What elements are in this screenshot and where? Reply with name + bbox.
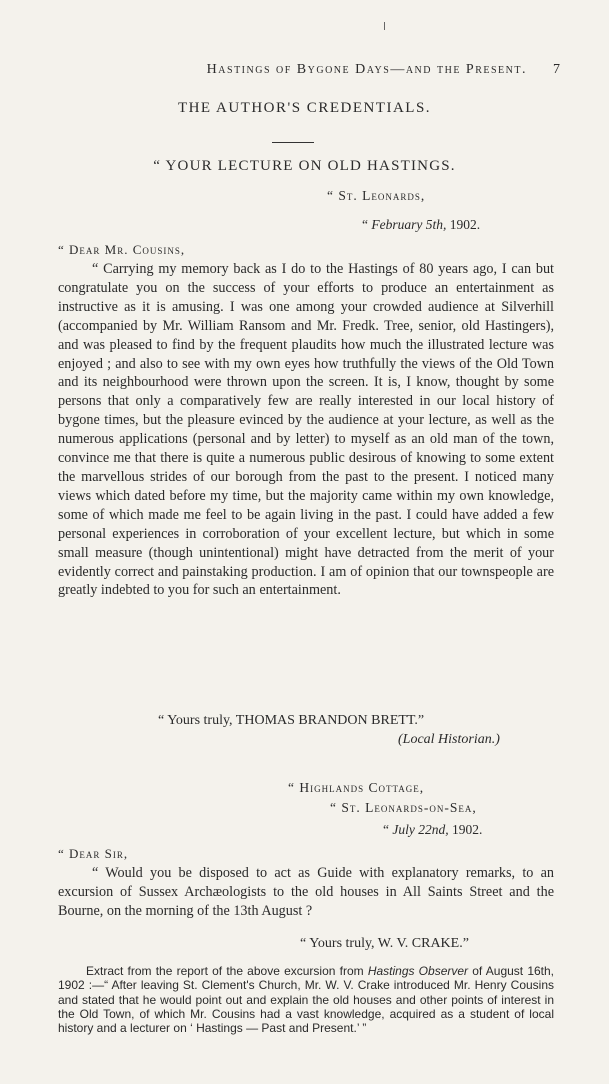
- extract-rest: of August 16th, 1902 :—“ After leaving St. Clement's Church, Mr. W. V. Crake introduced Mr. Henry Cousins and stated that he would point out and explain the old houses and other points of interest in the Old Town, of which Mr. Cousins had a vast knowledge, acquired as a student of local history and a lecturer on ‘ Hastings — Past and Present.’ ”: [58, 964, 555, 1036]
- extract-note: [58, 964, 554, 1035]
- letter2-address-line1: “ Highlands Cottage,: [288, 780, 425, 795]
- letter1-signature-role: (Local Historian.): [398, 732, 500, 747]
- page-number: 7: [553, 62, 560, 77]
- letter1-body: [58, 260, 554, 600]
- extract-intro: Extract from the report of the above excursion from: [86, 964, 368, 978]
- letter1-address: “ St. Leonards,: [327, 188, 426, 203]
- letter2-body: [58, 864, 554, 921]
- section-heading: THE AUTHOR'S CREDENTIALS.: [177, 100, 432, 116]
- running-header: [0, 62, 560, 78]
- letter1-salutation: “ Dear Mr. Cousins,: [58, 242, 186, 257]
- letter2-body-text: “ Would you be disposed to act as Guide with explanatory remarks, to an excursion of Sussex Archæologists to the old houses in All Saints Street and the Bourne, on the morning of the 13th August ?: [58, 865, 554, 919]
- letter2-salutation: “ Dear Sir,: [58, 846, 129, 861]
- letter2-date-year: 1902.: [448, 822, 483, 837]
- letter2-date-italic: July 22nd,: [392, 822, 449, 837]
- letter1-date: [362, 217, 480, 233]
- running-header-title: Hastings of Bygone Days—and the Present.: [206, 62, 527, 77]
- letter2-address-line2: “ St. Leonards-on-Sea,: [330, 800, 477, 815]
- page-mark: [384, 22, 385, 30]
- extract-source: Hastings Observer: [367, 964, 469, 978]
- letter1-date-year: 1902.: [446, 217, 481, 232]
- letter1-date-italic: February 5th,: [371, 217, 447, 232]
- letter1-date-prefix: “: [362, 217, 372, 232]
- divider: [272, 142, 314, 143]
- letter2-date-prefix: “: [383, 822, 393, 837]
- letter1-signature: “ Yours truly, THOMAS BRANDON BRETT.”: [158, 713, 425, 728]
- letter1-title: “ YOUR LECTURE ON OLD HASTINGS.: [153, 158, 456, 174]
- letter2-date: [383, 822, 482, 838]
- letter2-signature: “ Yours truly, W. V. CRAKE.”: [300, 936, 469, 951]
- letter1-body-text: “ Carrying my memory back as I do to the Hastings of 80 years ago, I can but congratulate you on the success of your efforts to produce an entertainment as instructive as it is amusing. I was one among your crowded audience at Silverhill (accompanied by Mr. William Ransom and Mr. Fredk. Tree, senior, old Hastingers), and was pleased to find by the frequent plaudits how much the illustrated lecture was enjoyed ; and also to see with my own eyes how truthfully the views of the Old Town and its neighbourhood were thrown upon the screen. It is, I know, thought by some persons that only a comparatively few are really interested in our local history of bygone times, but the pleasure evinced by the audience at your lecture, as well as the numerous applications (personal and by letter) to myself as an old man of the town, convince me that there is quite a numerous public desirous of knowing to some extent the marvellous strides of our borough from the past to the present. I noticed many views which dated before my time, but the majority came within my own knowledge, some of which made me feel to be again living in the past. I could have added a few personal experiences in corroboration of your excellent lecture, but which in some small measure (though unintentional) might have detracted from the merit of your evidently correct and painstaking production. I am of opinion that our townspeople are greatly indebted to you for such an entertainment.: [58, 261, 554, 599]
